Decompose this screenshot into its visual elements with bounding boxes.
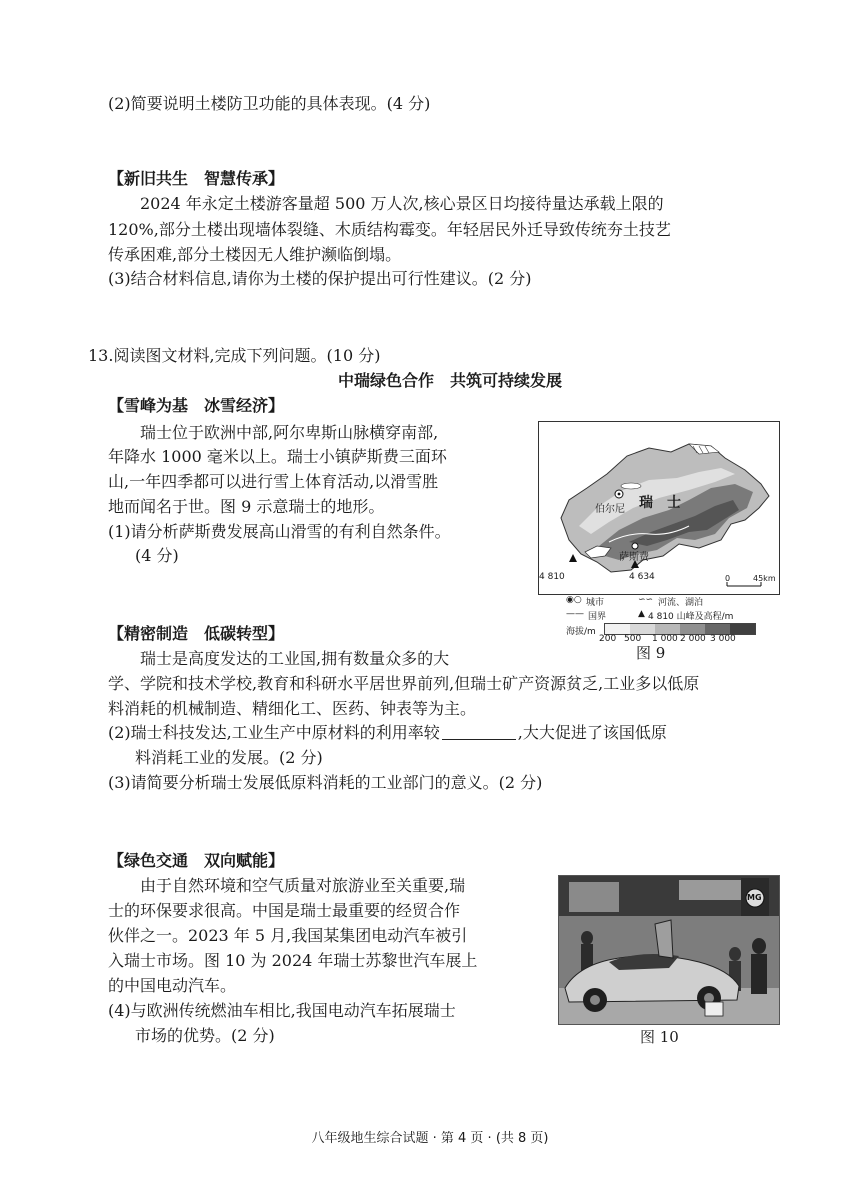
map-city-bern: 伯尔尼 [595,504,625,515]
question-1-text: (1)请分析萨斯费发展高山滑雪的有利自然条件。 [108,522,451,541]
paragraph-line: 入瑞士市场。图 10 为 2024 年瑞士苏黎世汽车展上 [108,951,478,970]
elevation-tick: 2 000 [680,634,706,644]
legend-border: 国界 [588,612,607,622]
q2-text-before: (2)瑞士科技发达,工业生产中原材料的利用率较 [108,723,440,742]
paragraph-line: 传承困难,部分土楼因无人维护濒临倒塌。 [108,245,402,264]
question-1-score: (4 分) [135,546,179,565]
elevation-tick: 3 000 [710,634,736,644]
map-country-label: 瑞 士 [639,495,681,511]
section-header-green-transport: 【绿色交通 双向赋能】 [108,851,285,870]
scale-km: 45km [753,574,776,583]
question-2-text: (2)简要说明土楼防卫功能的具体表现。(4 分) [108,94,431,113]
question-4-line2: 市场的优势。(2 分) [135,1026,275,1045]
question-4-text: (4)与欧洲传统燃油车相比,我国电动汽车拓展瑞士 [108,1001,456,1020]
question-3-text: (3)请简要分析瑞士发展低原料消耗的工业部门的意义。(2 分) [108,773,543,792]
paragraph-line: 士的环保要求很高。中国是瑞士最重要的经贸合作 [108,901,461,920]
map-city-saas-fee: 萨斯费 [619,552,649,563]
scale-zero: 0 [725,574,731,583]
paragraph-line: 2024 年永定土楼游客量超 500 万人次,核心景区日均接待量达承载上限的 [140,194,664,213]
question-2-line2: 料消耗工业的发展。(2 分) [135,748,323,767]
city-icon: ◉○ [566,595,582,605]
figure-9-caption: 图 9 [636,644,666,662]
section-header-snow: 【雪峰为基 冰雪经济】 [108,396,285,415]
legend-city: 城市 [586,598,605,608]
question-13-intro: 13.阅读图文材料,完成下列问题。(10 分) [88,346,381,365]
river-icon: ∽∽ [638,595,654,605]
border-icon: —— [566,609,584,619]
paragraph-line: 山,一年四季都可以进行雪上体育活动,以滑雪胜 [108,472,439,491]
answer-blank[interactable] [442,723,516,740]
section-header-old-new: 【新旧共生 智慧传承】 [108,169,285,188]
map-peak-label: 4 810 [539,572,565,582]
paragraph-line: 的中国电动汽车。 [108,976,237,995]
paragraph-line: 伙伴之一。2023 年 5 月,我国某集团电动汽车被引 [108,926,468,945]
question-3-text: (3)结合材料信息,请你为土楼的保护提出可行性建议。(2 分) [108,269,532,288]
paragraph-line: 料消耗的机械制造、精细化工、医药、钟表等为主。 [108,699,477,718]
paragraph-line: 由于自然环境和空气质量对旅游业至关重要,瑞 [140,876,466,895]
paragraph-line: 瑞士是高度发达的工业国,拥有数量众多的大 [140,649,450,668]
page-footer: 八年级地生综合试题 · 第 4 页 · (共 8 页) [311,1131,549,1146]
paragraph-line: 年降水 1000 毫米以上。瑞士小镇萨斯费三面环 [108,447,447,466]
switzerland-map [538,421,780,595]
map-legend [566,593,778,645]
question-2-fill-blank [108,722,667,744]
paragraph-line: 120%,部分土楼出现墙体裂缝、木质结构霉变。年轻居民外迁导致传统夯土技艺 [108,220,671,239]
brand-logo: MG [747,893,762,902]
paragraph-line: 地而闻名于世。图 9 示意瑞士的地形。 [108,497,385,516]
elevation-tick: 1 000 [652,634,678,644]
map-peak-label: 4 634 [629,572,655,582]
legend-river: 河流、湖泊 [658,598,704,608]
paragraph-line: 学、学院和技术学校,教育和科研水平居世界前列,但瑞士矿产资源贫乏,工业多以低原 [108,674,700,693]
section-header-manufacturing: 【精密制造 低碳转型】 [108,624,285,643]
paragraph-line: 瑞士位于欧洲中部,阿尔卑斯山脉横穿南部, [140,423,439,442]
legend-elevation: 海拔/m [566,627,596,637]
peak-icon: ▲ [638,609,645,619]
q2-text-after: ,大大促进了该国低原 [517,723,667,742]
figure-10-caption: 图 10 [640,1028,679,1046]
legend-peak: 4 810 山峰及高程/m [648,612,734,622]
q13-title: 中瑞绿色合作 共筑可持续发展 [337,371,562,390]
elevation-tick: 200 [599,634,617,644]
car-show-photo [558,875,780,1025]
elevation-tick: 500 [624,634,642,644]
